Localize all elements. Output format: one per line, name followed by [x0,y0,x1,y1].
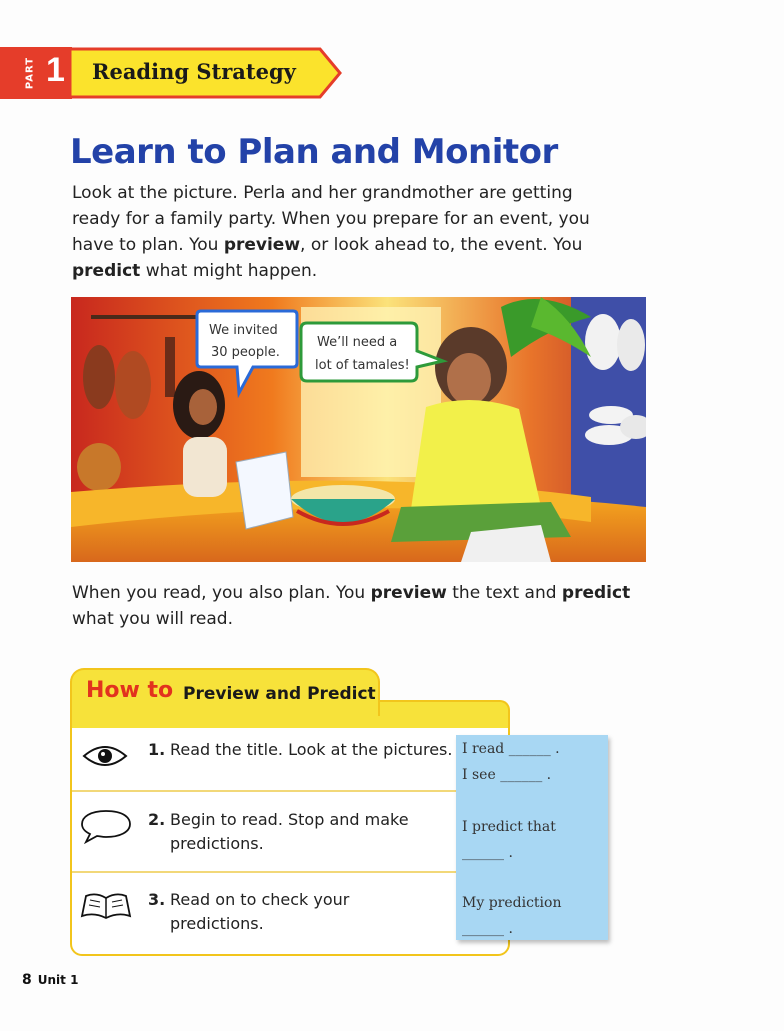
note-line-i-read: I read ______ . [462,741,560,757]
note-line-my-prediction: My prediction [462,895,562,911]
step-divider [72,790,456,792]
how-to-box [70,668,510,958]
intro-paragraph: Look at the picture. Perla and her grandmother are getting ready for a family party. When you prepare for an event, you have to plan. You preview, or look ahead to, the event. You predict what might happen. [72,183,590,281]
step-2-number: 2. [148,810,166,829]
page-title: Learn to Plan and Monitor [70,132,558,172]
kitchen-illustration [71,297,646,562]
how-to-label: How to [86,678,174,703]
part-word: PART [24,56,36,90]
how-to-subtitle: Preview and Predict [183,684,376,704]
note-line-i-see: I see ______ . [462,767,552,783]
bubble-grandma-line2: lot of tamales! [315,358,410,373]
speech-bubble-icon [80,808,132,844]
open-book-icon [80,890,132,922]
bubble-girl-line2: 30 people. [211,345,280,360]
part-tab [0,47,342,99]
section-title: Reading Strategy [92,59,296,84]
step-3-text: Read on to check your predictions. [170,890,350,933]
step-3 [72,888,504,948]
step-3-number: 3. [148,890,166,909]
part-number: 1 [46,51,65,89]
page-number: 8 [22,972,32,988]
note-line-i-predict: I predict that [462,819,556,835]
step-1-number: 1. [148,740,166,759]
step-2-text: Begin to read. Stop and make predictions. [170,810,409,853]
plan-paragraph: When you read, you also plan. You preview the text and predict what you will read. [72,583,631,629]
term-preview-2: preview [370,583,447,603]
unit-label: Unit 1 [37,973,79,987]
step-2 [72,808,504,868]
sticky-note [456,735,608,940]
eye-icon [80,742,130,770]
step-divider [72,871,456,873]
bubble-girl-line1: We invited [209,323,278,338]
note-blank: ______ . [462,845,513,861]
step-1 [72,738,504,794]
note-blank: ______ . [462,921,513,937]
step-1-text: Read the title. Look at the pictures. [170,740,453,759]
term-preview: preview [223,235,301,255]
part-badge [0,47,72,99]
page-footer [22,972,78,988]
term-predict-2: predict [561,583,631,603]
term-predict: predict [72,261,141,281]
bubble-grandma-line1: We’ll need a [317,335,398,350]
